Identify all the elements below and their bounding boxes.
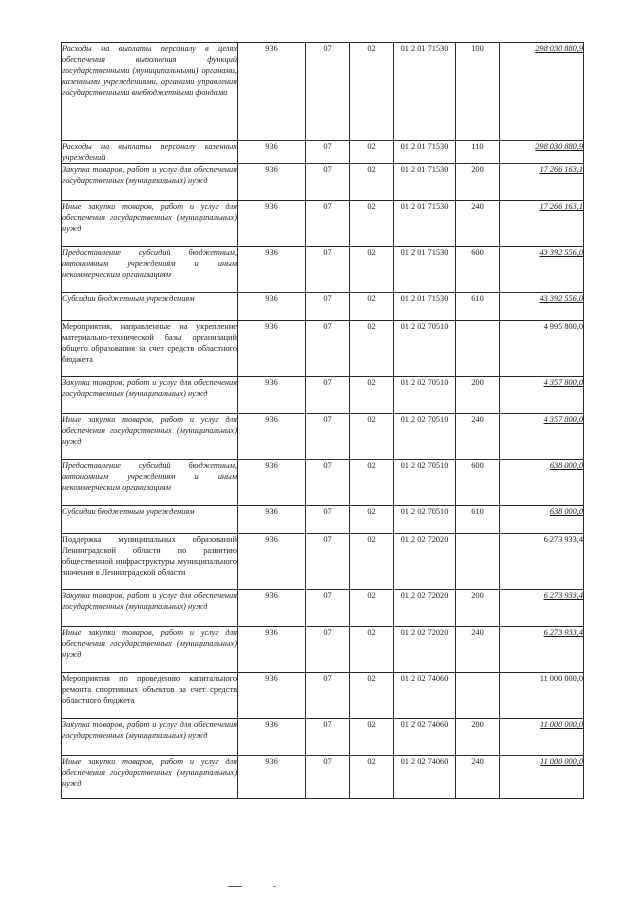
amount-value: 6 273 933,4 [543, 591, 583, 600]
amount-value: 17 266 163,1 [539, 165, 583, 174]
amount-value: 4 357 800,0 [543, 378, 583, 387]
item-name-cell: Субсидии бюджетным учреждениям [62, 506, 238, 534]
item-name-cell: Иные закупки товаров, работ и услуг для обеспечения государственных (муниципальных) нужд [62, 201, 238, 247]
table-row [62, 141, 584, 164]
item-name-cell: Иные закупки товаров, работ и услуг для обеспечения государственных (муниципальных) нужд [62, 414, 238, 460]
item-name-cell: Предоставление субсидий бюджетным, автономным учреждениям и иным некоммерческим организациям [62, 460, 238, 506]
expense-type-cell: 240 [456, 627, 500, 673]
item-name-cell: Субсидии бюджетным учреждениям [62, 293, 238, 321]
grbs-code-cell: 936 [238, 247, 306, 293]
expense-type-cell [456, 534, 500, 590]
amount-cell [500, 756, 584, 799]
grbs-code-cell: 936 [238, 141, 306, 164]
amount-value: 11 000 000,0 [540, 757, 583, 766]
subsection-code-cell: 02 [350, 164, 394, 201]
table-row [62, 377, 584, 414]
section-code-cell: 07 [306, 293, 350, 321]
expense-type-cell: 240 [456, 201, 500, 247]
subsection-code-cell: 02 [350, 590, 394, 627]
grbs-code-cell: 936 [238, 321, 306, 377]
table-row [62, 247, 584, 293]
target-article-cell: 01 2 02 70510 [394, 460, 456, 506]
grbs-code-cell: 936 [238, 43, 306, 141]
section-code-cell: 07 [306, 43, 350, 141]
amount-cell [500, 247, 584, 293]
section-code-cell: 07 [306, 506, 350, 534]
target-article-cell: 01 2 02 72020 [394, 534, 456, 590]
item-name-cell: Поддержка муниципальных образований Ленинградской области по развитию общественной инфраструктуры муниципального значения в Ленинградской области [62, 534, 238, 590]
item-name-cell: Закупка товаров, работ и услуг для обеспечения государственных (муниципальных) нужд [62, 164, 238, 201]
amount-value: 6 273 933,4 [543, 628, 583, 637]
subsection-code-cell: 02 [350, 719, 394, 756]
table-row [62, 627, 584, 673]
subsection-code-cell: 02 [350, 321, 394, 377]
section-code-cell: 07 [306, 164, 350, 201]
expense-type-cell: 600 [456, 247, 500, 293]
footer-mark [228, 886, 242, 887]
grbs-code-cell: 936 [238, 756, 306, 799]
section-code-cell: 07 [306, 141, 350, 164]
subsection-code-cell: 02 [350, 293, 394, 321]
target-article-cell: 01 2 01 71530 [394, 141, 456, 164]
amount-cell [500, 627, 584, 673]
target-article-cell: 01 2 02 70510 [394, 506, 456, 534]
expense-type-cell: 240 [456, 756, 500, 799]
amount-cell [500, 414, 584, 460]
item-name-cell: Мероприятия по проведению капитального ремонта спортивных объектов за счет средств областного бюджета [62, 673, 238, 719]
section-code-cell: 07 [306, 377, 350, 414]
target-article-cell: 01 2 02 74060 [394, 673, 456, 719]
section-code-cell: 07 [306, 590, 350, 627]
table-row [62, 293, 584, 321]
target-article-cell: 01 2 02 74060 [394, 756, 456, 799]
target-article-cell: 01 2 01 71530 [394, 293, 456, 321]
expense-type-cell: 200 [456, 590, 500, 627]
amount-cell [500, 201, 584, 247]
amount-value: 43 392 556,0 [539, 248, 583, 257]
subsection-code-cell: 02 [350, 414, 394, 460]
subsection-code-cell: 02 [350, 141, 394, 164]
subsection-code-cell: 02 [350, 201, 394, 247]
expense-type-cell: 200 [456, 164, 500, 201]
subsection-code-cell: 02 [350, 534, 394, 590]
table-row [62, 534, 584, 590]
amount-value: 638 000,0 [549, 461, 583, 470]
item-name-cell: Иные закупки товаров, работ и услуг для обеспечения государственных (муниципальных) нужд [62, 756, 238, 799]
table-row [62, 460, 584, 506]
table-row [62, 164, 584, 201]
subsection-code-cell: 02 [350, 756, 394, 799]
section-code-cell: 07 [306, 756, 350, 799]
subsection-code-cell: 02 [350, 673, 394, 719]
section-code-cell: 07 [306, 414, 350, 460]
subsection-code-cell: 02 [350, 377, 394, 414]
table-row [62, 673, 584, 719]
amount-cell [500, 506, 584, 534]
grbs-code-cell: 936 [238, 673, 306, 719]
grbs-code-cell: 936 [238, 293, 306, 321]
item-name-cell: Иные закупки товаров, работ и услуг для обеспечения государственных (муниципальных) нужд [62, 627, 238, 673]
section-code-cell: 07 [306, 627, 350, 673]
section-code-cell: 07 [306, 201, 350, 247]
amount-cell: 4 995 800,0 [500, 321, 584, 377]
target-article-cell: 01 2 01 71530 [394, 164, 456, 201]
grbs-code-cell: 936 [238, 377, 306, 414]
footer-dot [273, 886, 276, 887]
section-code-cell: 07 [306, 673, 350, 719]
table-row [62, 756, 584, 799]
amount-cell [500, 43, 584, 141]
target-article-cell: 01 2 02 72020 [394, 627, 456, 673]
table-row [62, 414, 584, 460]
budget-table [61, 42, 584, 799]
table-row [62, 719, 584, 756]
section-code-cell: 07 [306, 247, 350, 293]
item-name-cell: Мероприятия, направленные на укрепление материально-технической базы организаций общего образования за счет средств областного бюджета [62, 321, 238, 377]
table-row [62, 590, 584, 627]
expense-type-cell: 610 [456, 506, 500, 534]
section-code-cell: 07 [306, 460, 350, 506]
target-article-cell: 01 2 01 71530 [394, 43, 456, 141]
amount-cell: 11 000 000,0 [500, 673, 584, 719]
section-code-cell: 07 [306, 321, 350, 377]
amount-value: 638 000,0 [549, 507, 583, 516]
target-article-cell: 01 2 02 72020 [394, 590, 456, 627]
amount-cell: 6 273 933,4 [500, 534, 584, 590]
amount-cell [500, 293, 584, 321]
expense-type-cell: 200 [456, 719, 500, 756]
amount-value: 43 392 556,0 [539, 294, 583, 303]
table-row [62, 201, 584, 247]
expense-type-cell: 100 [456, 43, 500, 141]
amount-value: 11 000 000,0 [540, 720, 583, 729]
expense-type-cell: 110 [456, 141, 500, 164]
item-name-cell: Расходы на выплаты персоналу казенных учреждений [62, 142, 237, 162]
target-article-cell: 01 2 02 70510 [394, 321, 456, 377]
amount-value: 17 266 163,1 [539, 202, 583, 211]
grbs-code-cell: 936 [238, 627, 306, 673]
expense-type-cell [456, 673, 500, 719]
expense-type-cell: 200 [456, 377, 500, 414]
grbs-code-cell: 936 [238, 590, 306, 627]
item-name-cell: Предоставление субсидий бюджетным, автономным учреждениям и иным некоммерческим организациям [62, 247, 238, 293]
amount-cell [500, 164, 584, 201]
grbs-code-cell: 936 [238, 506, 306, 534]
target-article-cell: 01 2 02 70510 [394, 377, 456, 414]
amount-value: 298 030 880,9 [535, 44, 583, 53]
subsection-code-cell: 02 [350, 43, 394, 141]
subsection-code-cell: 02 [350, 627, 394, 673]
amount-value: 4 357 800,0 [543, 415, 583, 424]
amount-cell [500, 719, 584, 756]
section-code-cell: 07 [306, 719, 350, 756]
table-row [62, 321, 584, 377]
grbs-code-cell: 936 [238, 719, 306, 756]
amount-value: 298 030 880,9 [535, 142, 583, 151]
item-name-cell: Расходы на выплаты персоналу в целях обеспечения выполнения функций государственными (муниципальными) органами, казенными учреждениями, органами управления государственными внебюджетными фондами [62, 43, 238, 141]
table-row [62, 506, 584, 534]
expense-type-cell [456, 321, 500, 377]
amount-cell [500, 460, 584, 506]
amount-cell [500, 141, 584, 164]
target-article-cell: 01 2 02 74060 [394, 719, 456, 756]
grbs-code-cell: 936 [238, 534, 306, 590]
expense-type-cell: 610 [456, 293, 500, 321]
subsection-code-cell: 02 [350, 506, 394, 534]
subsection-code-cell: 02 [350, 460, 394, 506]
grbs-code-cell: 936 [238, 201, 306, 247]
budget-table-body [62, 43, 584, 799]
amount-cell [500, 377, 584, 414]
target-article-cell: 01 2 01 71530 [394, 201, 456, 247]
table-row [62, 43, 584, 141]
subsection-code-cell: 02 [350, 247, 394, 293]
amount-cell [500, 590, 584, 627]
section-code-cell: 07 [306, 534, 350, 590]
item-name-cell: Закупка товаров, работ и услуг для обеспечения государственных (муниципальных) нужд [62, 590, 238, 627]
grbs-code-cell: 936 [238, 460, 306, 506]
expense-type-cell: 240 [456, 414, 500, 460]
target-article-cell: 01 2 02 70510 [394, 414, 456, 460]
item-name-cell: Закупка товаров, работ и услуг для обеспечения государственных (муниципальных) нужд [62, 377, 238, 414]
target-article-cell: 01 2 01 71530 [394, 247, 456, 293]
expense-type-cell: 600 [456, 460, 500, 506]
grbs-code-cell: 936 [238, 164, 306, 201]
item-name-cell: Закупка товаров, работ и услуг для обеспечения государственных (муниципальных) нужд [62, 719, 238, 756]
grbs-code-cell: 936 [238, 414, 306, 460]
